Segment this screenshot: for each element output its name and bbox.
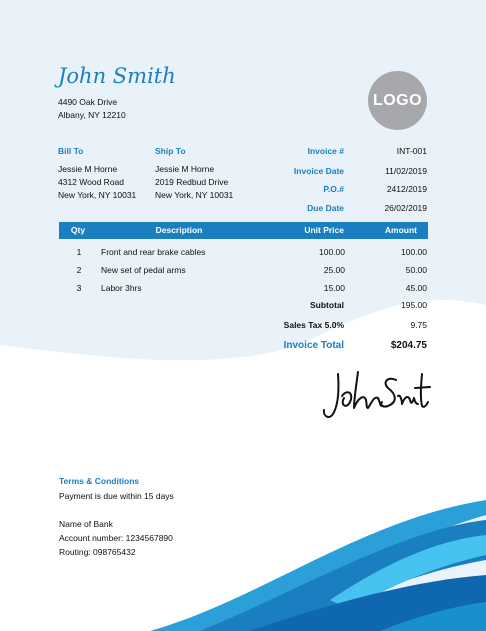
row-unit-price: 25.00 [323,265,345,275]
signature [318,360,432,426]
bill-to-city: New York, NY 10031 [58,190,137,200]
company-name: John Smith [58,64,176,88]
row-unit-price: 15.00 [323,283,345,293]
header-qty: Qty [70,225,86,235]
subtotal-value: 195.00 [401,300,427,310]
ship-to-label: Ship To [155,146,186,156]
bank-name: Name of Bank [59,519,113,529]
company-logo [368,71,427,130]
sales-tax-label: Sales Tax 5.0% [283,320,344,330]
invoice-number-value: INT-001 [396,146,427,156]
bill-to-name: Jessie M Horne [58,164,118,174]
items-table-header [59,222,428,239]
bank-routing: Routing: 098765432 [59,547,136,557]
terms-text: Payment is due within 15 days [59,491,174,501]
logo-text: LOGO [372,91,423,109]
header-amount: Amount [384,225,417,235]
company-address-line1: 4490 Oak Drive [58,97,118,107]
terms-title: Terms & Conditions [59,476,140,486]
row-amount: 45.00 [405,283,427,293]
header-unit-price: Unit Price [304,225,344,235]
po-number-value: 2412/2019 [386,184,427,194]
ship-to-name: Jessie M Horne [155,164,215,174]
due-date-value: 26/02/2019 [384,203,427,213]
row-qty: 1 [76,247,82,257]
invoice-total-label: Invoice Total [283,340,344,351]
ship-to-street: 2019 Redbud Drive [155,177,229,187]
row-amount: 50.00 [405,265,427,275]
invoice-date-label: Invoice Date [293,166,344,176]
row-description: Front and rear brake cables [101,247,206,257]
row-qty: 2 [76,265,82,275]
po-number-label: P.O.# [323,184,344,194]
ship-to-city: New York, NY 10031 [155,190,234,200]
row-unit-price: 100.00 [319,247,345,257]
header-description: Description [155,225,203,235]
invoice-number-label: Invoice # [307,146,344,156]
row-qty: 3 [76,283,82,293]
bank-account: Account number: 1234567890 [59,533,173,543]
sales-tax-value: 9.75 [410,320,427,330]
due-date-label: Due Date [307,203,344,213]
invoice-total-value: $204.75 [390,340,427,351]
bill-to-street: 4312 Wood Road [58,177,125,187]
row-description: Labor 3hrs [101,283,142,293]
invoice-date-value: 11/02/2019 [385,166,427,176]
row-amount: 100.00 [401,247,427,257]
company-address-line2: Albany, NY 12210 [58,110,126,120]
row-description: New set of pedal arms [101,265,186,275]
subtotal-label: Subtotal [310,300,344,310]
bill-to-label: Bill To [58,146,84,156]
